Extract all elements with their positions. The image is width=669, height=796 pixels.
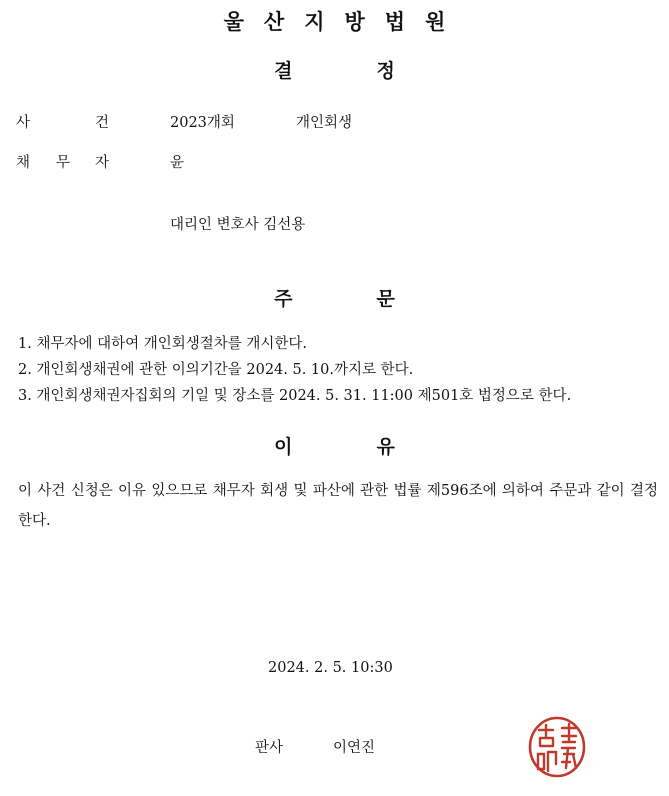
debtor-name: 윤 <box>170 155 185 171</box>
case-label-char: 건 <box>95 115 110 131</box>
order-item: 1. 채무자에 대하여 개인회생절차를 개시한다. <box>18 336 308 352</box>
reason-paragraph: 이 사건 신청은 이유 있으므로 채무자 회생 및 파산에 관한 법률 제596조에 의하여 주문과 같이 결정한다. <box>18 483 658 529</box>
reason-heading <box>0 432 669 459</box>
heading-char: 주 <box>274 288 293 310</box>
order-heading <box>0 284 669 311</box>
judge-seal-icon <box>528 716 586 778</box>
document-type-heading <box>0 56 669 83</box>
case-type: 개인회생 <box>296 115 353 131</box>
debtor-label-char: 채 <box>16 155 31 171</box>
judge-name: 이연진 <box>333 740 376 756</box>
order-item: 3. 개인회생채권자집회의 기일 및 장소를 2024. 5. 31. 11:00 제501호 법정으로 한다. <box>18 388 572 404</box>
debtor-label-char: 무 <box>56 155 71 171</box>
debtor-label-char: 자 <box>95 155 110 171</box>
court-name-char: 법 <box>384 10 406 34</box>
decision-date: 2024. 2. 5. 10:30 <box>268 660 393 676</box>
court-name-char: 지 <box>304 10 325 34</box>
case-number: 2023개회 <box>170 115 235 131</box>
court-name-char: 울 <box>223 10 244 34</box>
judge-title: 판사 <box>255 740 284 756</box>
case-label-char: 사 <box>16 115 31 131</box>
court-name <box>0 6 669 36</box>
heading-char: 정 <box>376 60 395 82</box>
legal-agent: 대리인 변호사 김선용 <box>170 217 306 233</box>
court-name-char: 산 <box>263 10 285 34</box>
heading-char: 결 <box>274 60 293 82</box>
court-name-char: 방 <box>344 10 365 34</box>
court-name-char: 원 <box>425 10 446 34</box>
heading-char: 문 <box>376 288 395 310</box>
heading-char: 이 <box>274 436 293 458</box>
heading-char: 유 <box>376 436 395 458</box>
order-item: 2. 개인회생채권에 관한 이의기간을 2024. 5. 10.까지로 한다. <box>18 362 414 378</box>
